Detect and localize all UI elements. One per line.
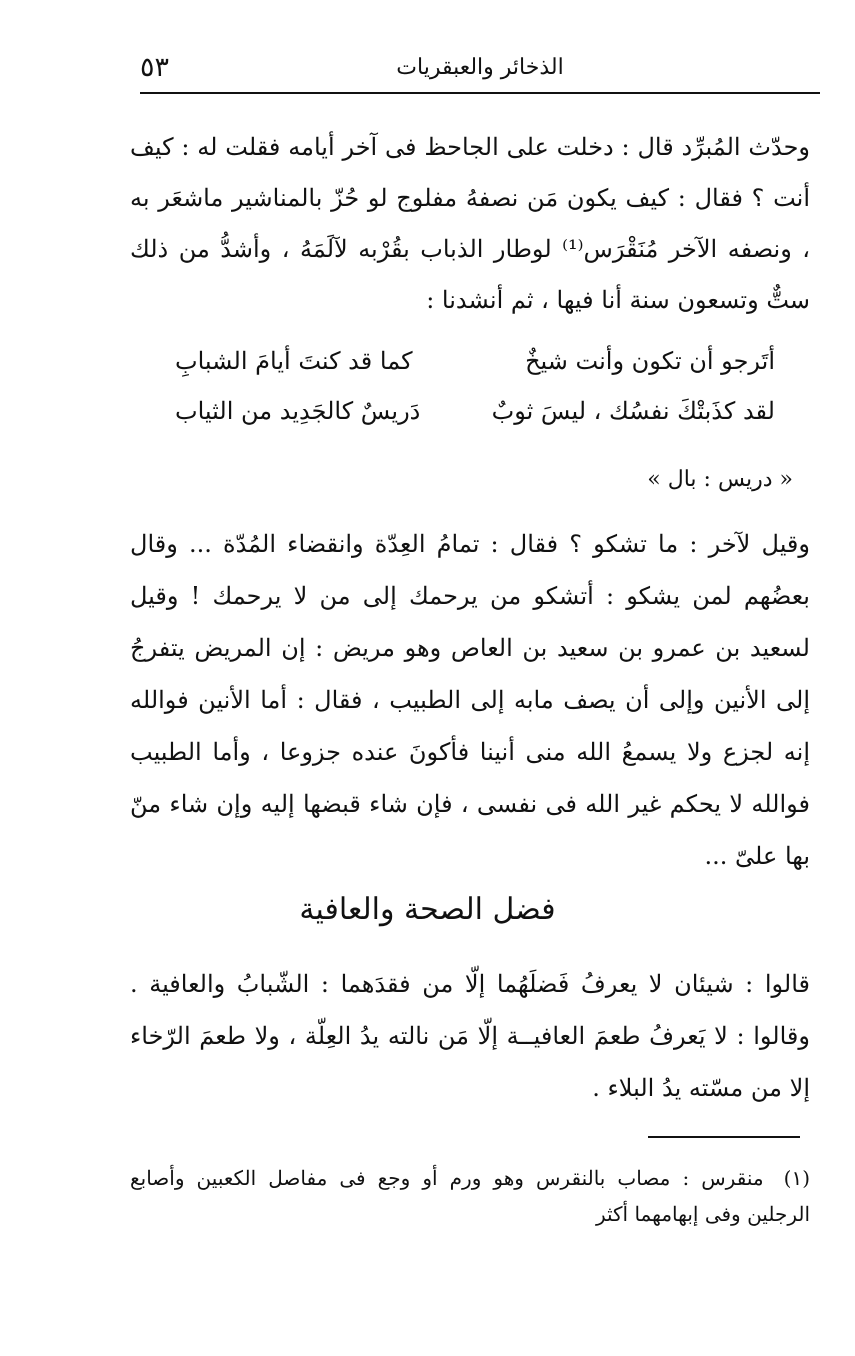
footnote-rule (648, 1136, 800, 1138)
paragraph-mubarrad-jahiz: وحدّث المُبرِّد قال : دخلت على الجاحظ فى آخر أيامه فقلت له : كيف أنت ؟ فقال : كيف يكون مَن نصفهُ مفلوج لو حُزّ بالمناشير ماشعَر به ، ونصفه الآخر مُنَقْرَس⁽¹⁾ لوطار الذباب بقُرْبه لآلَمَهُ ، وأشدُّ من ذلك ستٌّ وتسعون سنة أنا فيها ، ثم أنشدنا : (130, 133, 811, 314)
verse-line-2 (175, 386, 775, 436)
running-title: الذخائر والعبقريات (396, 55, 564, 80)
footnote (130, 1160, 810, 1232)
verse-2-first-hemistich: لقد كذَبتْكَ نفسُك ، ليسَ ثوبٌ (491, 397, 775, 425)
verse-2-second-hemistich: دَريسٌ كالجَدِيد من الثياب (175, 397, 421, 425)
word-gloss: « دريس : بال » (647, 467, 793, 492)
paragraph-complaint: وقيل لآخر : ما تشكو ؟ فقال : تمامُ العِدّة وانقضاء المُدّة ... وقال بعضُهم لمن يشكو : أتشكو من يرحمك إلى من لا يرحمك ! وقيل لسعيد بن عمرو بن سعيد بن العاص وهو مريض : إن المريض يتفرجُ إلى الأنين وإلى أن يصف مابه إلى الطبيب ، فقال : أما الأنين فوالله إنه لجزع ولا يسمعُ الله منى أنينا فأكونَ عنده جزوعا ، وأما الطبيب فوالله لا يحكم غير الله فى نفسى ، فإن شاء قبضها إليه وإن شاء منّ بها علىّ ... (130, 530, 810, 870)
verse-block (175, 336, 775, 436)
page-number: ٥٣ (140, 52, 170, 83)
footnote-text: منقرس : مصاب بالنقرس وهو ورم أو وجع فى مفاصل الكعبين وأصابع الرجلين وفى إبهامهما أكثر (130, 1166, 810, 1226)
paragraph-health: قالوا : شيئان لا يعرفُ فَضلَهُما إلّا من فقدَهما : الشّبابُ والعافية . وقالوا : لا يَعرفُ طعمَ العافيــة إلّا مَن نالته يدُ العِلّة ، ولا طعمَ الرّخاء إلا من مسّته يدُ البلاء . (130, 970, 810, 1102)
verse-line-1 (175, 336, 775, 386)
header-rule (140, 92, 820, 94)
section-heading: فضل الصحة والعافية (299, 892, 556, 927)
page-header (140, 48, 820, 88)
verse-1-second-hemistich: كما قد كنتَ أيامَ الشبابِ (175, 347, 413, 375)
footnote-marker: (١) (783, 1166, 811, 1190)
verse-1-first-hemistich: أتَرجو أن تكون وأنت شيخٌ (525, 347, 775, 375)
